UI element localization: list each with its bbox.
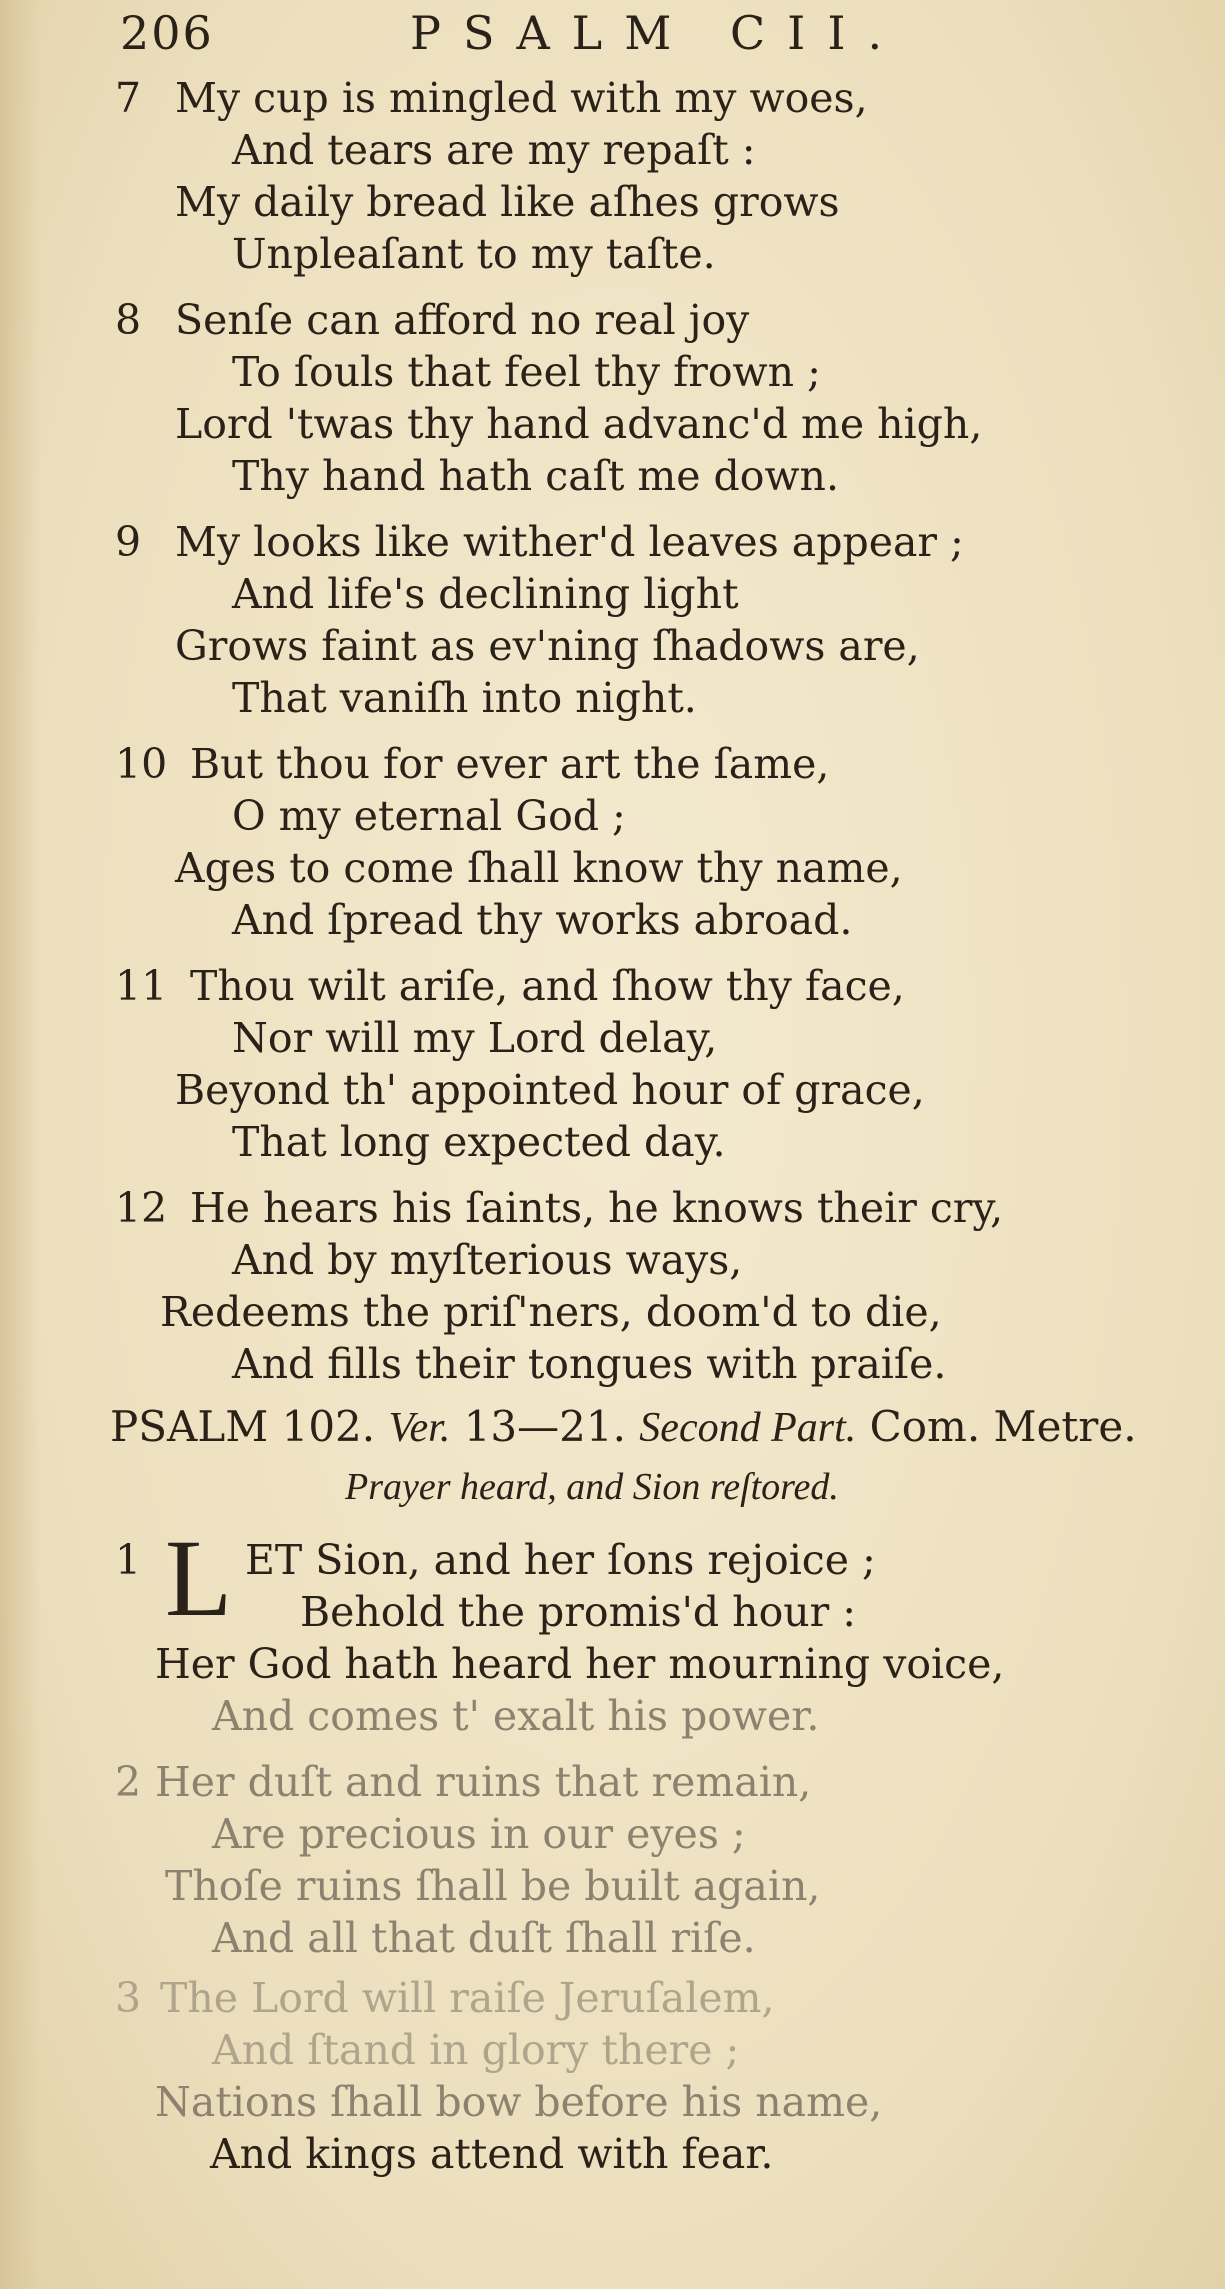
verse-line: The Lord will raiſe Jeruſalem, bbox=[160, 1974, 775, 2022]
verse-line: Nations ſhall bow before his name, bbox=[155, 2078, 883, 2126]
verse-line: And tears are my repaſt : bbox=[232, 126, 756, 174]
verse-line: My looks like wither'd leaves appear ; bbox=[175, 518, 964, 566]
verse-line: And fills their tongues with praiſe. bbox=[232, 1340, 947, 1388]
verse-line: My cup is mingled with my woes, bbox=[175, 74, 868, 122]
verse-range: 13—21. bbox=[463, 1402, 626, 1451]
verse-line: Grows faint as ev'ning ſhadows are, bbox=[175, 622, 920, 670]
verse-line: O my eternal God ; bbox=[232, 792, 626, 840]
page-number: 206 bbox=[120, 6, 214, 60]
verse-line: Beyond th' appointed hour of grace, bbox=[175, 1066, 925, 1114]
verse-line: And by myſterious ways, bbox=[232, 1236, 743, 1284]
verse-line: That long expected day. bbox=[232, 1118, 726, 1166]
verse-line: My daily bread like aſhes grows bbox=[175, 178, 840, 226]
verse-number: 8 bbox=[115, 296, 142, 344]
verse-line: Her duſt and ruins that remain, bbox=[155, 1758, 812, 1806]
verse-line: ET Sion, and her ſons rejoice ; bbox=[245, 1536, 876, 1584]
verse-label: Ver. bbox=[388, 1405, 451, 1451]
metre-label: Com. Metre. bbox=[869, 1402, 1137, 1451]
verse-line: And life's declining light bbox=[232, 570, 739, 618]
verse-number: 12 bbox=[115, 1184, 168, 1232]
section-heading bbox=[110, 1400, 1137, 1455]
verse-line: Thoſe ruins ſhall be built again, bbox=[165, 1862, 821, 1910]
verse-line: And all that duſt ſhall riſe. bbox=[212, 1914, 756, 1962]
verse-line: Behold the promis'd hour : bbox=[300, 1588, 857, 1636]
verse-line: To ſouls that feel thy frown ; bbox=[232, 348, 821, 396]
verse-line: And comes t' exalt his power. bbox=[212, 1692, 820, 1740]
verse-number: 9 bbox=[115, 518, 142, 566]
verse-line: Ages to come ſhall know thy name, bbox=[175, 844, 903, 892]
part-label: Second Part. bbox=[639, 1405, 857, 1451]
verse-line: And ſpread thy works abroad. bbox=[232, 896, 853, 944]
verse-number: 3 bbox=[115, 1974, 142, 2022]
verse-line: Lord 'twas thy hand advanc'd me high, bbox=[175, 400, 983, 448]
verse-line: Thou wilt ariſe, and ſhow thy face, bbox=[190, 962, 905, 1010]
verse-number: 1 bbox=[115, 1536, 142, 1584]
verse-line: Thy hand hath caſt me down. bbox=[232, 452, 839, 500]
verse-number: 10 bbox=[115, 740, 168, 788]
verse-line: Senſe can afford no real joy bbox=[175, 296, 750, 344]
verse-line: Are precious in our eyes ; bbox=[212, 1810, 746, 1858]
section-subtitle: Prayer heard, and Sion reſtored. bbox=[345, 1466, 839, 1508]
verse-line: And kings attend with fear. bbox=[210, 2130, 774, 2178]
verse-line: Unpleaſant to my taſte. bbox=[232, 230, 716, 278]
running-title: PSALM CII. bbox=[410, 6, 905, 60]
verse-line: That vaniſh into night. bbox=[232, 674, 697, 722]
page-edge-shadow bbox=[0, 0, 40, 2289]
verse-line: Her God hath heard her mourning voice, bbox=[155, 1640, 1005, 1688]
drop-cap: L bbox=[165, 1517, 233, 1639]
verse-line: But thou for ever art the ſame, bbox=[190, 740, 830, 788]
verse-line: And ſtand in glory there ; bbox=[212, 2026, 740, 2074]
verse-number: 2 bbox=[115, 1758, 142, 1806]
verse-number: 11 bbox=[115, 962, 168, 1010]
psalm-number: PSALM 102. bbox=[110, 1402, 376, 1451]
verse-number: 7 bbox=[115, 74, 142, 122]
verse-line: He hears his ſaints, he knows their cry, bbox=[190, 1184, 1004, 1232]
verse-line: Redeems the priſ'ners, doom'd to die, bbox=[160, 1288, 942, 1336]
verse-line: Nor will my Lord delay, bbox=[232, 1014, 718, 1062]
